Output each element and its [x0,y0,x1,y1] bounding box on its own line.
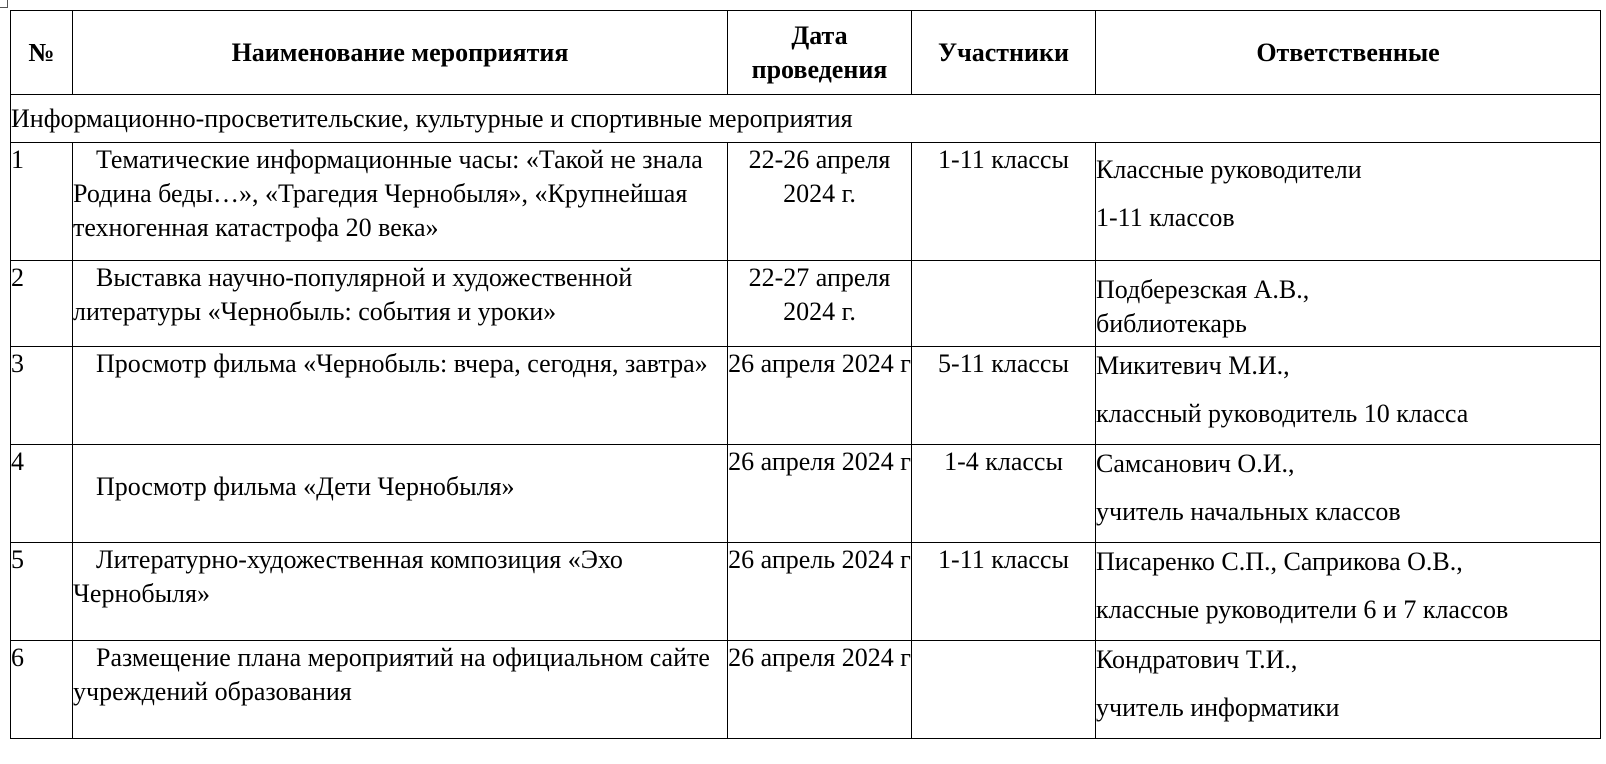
row-date: 26 апреля 2024 г [728,445,912,543]
row-name-text: Тематические информационные часы: «Такой не знала Родина беды…», «Трагедия Чернобыля», «Крупнейшая техногенная катастрофа 20 века» [73,145,703,242]
table-header-row [11,11,1601,95]
responsible-line: классные руководители 6 и 7 классов [1096,595,1509,624]
row-date: 26 апреля 2024 г [728,641,912,739]
row-responsible [1096,347,1601,445]
row-responsible [1096,261,1601,347]
row-participants: 1-4 классы [912,445,1096,543]
row-num: 4 [11,445,73,543]
responsible-line: учитель начальных классов [1096,497,1401,526]
header-num: № [11,11,73,95]
row-name [73,347,728,445]
responsible-line: библиотекарь [1096,309,1247,338]
row-name [73,143,728,261]
row-date: 26 апреля 2024 г [728,347,912,445]
row-responsible [1096,641,1601,739]
row-name [73,261,728,347]
row-name [73,543,728,641]
row-name [73,445,728,543]
responsible-line: Классные руководители [1096,155,1362,184]
row-name-text: Литературно-художественная композиция «Эхо Чернобыля» [73,545,623,608]
responsible-line: учитель информатики [1096,693,1340,722]
table-row [11,347,1601,445]
row-num: 1 [11,143,73,261]
row-name [73,641,728,739]
row-date: 22-27 апреля 2024 г. [728,261,912,347]
events-table [10,10,1601,739]
section-title: Информационно-просветительские, культурные и спортивные мероприятия [11,95,1601,143]
row-participants: 1-11 классы [912,543,1096,641]
row-name-text: Выставка научно-популярной и художественной литературы «Чернобыль: события и уроки» [73,263,633,326]
responsible-line: Микитевич М.И., [1096,351,1290,380]
row-responsible [1096,143,1601,261]
header-participants: Участники [912,11,1096,95]
row-date: 22-26 апреля 2024 г. [728,143,912,261]
section-row [11,95,1601,143]
responsible-line: Писаренко С.П., Саприкова О.В., [1096,547,1463,576]
responsible-line: Кондратович Т.И., [1096,645,1298,674]
responsible-line: классный руководитель 10 класса [1096,399,1469,428]
row-participants [912,261,1096,347]
table-row [11,261,1601,347]
table-row [11,641,1601,739]
header-responsible: Ответственные [1096,11,1601,95]
table-row [11,445,1601,543]
table-row [11,543,1601,641]
row-num: 3 [11,347,73,445]
row-participants: 5-11 классы [912,347,1096,445]
row-num: 2 [11,261,73,347]
row-date: 26 апрель 2024 г [728,543,912,641]
header-name: Наименование мероприятия [73,11,728,95]
row-num: 5 [11,543,73,641]
responsible-line: 1-11 классов [1096,203,1235,232]
row-name-text: Просмотр фильма «Дети Чернобыля» [96,472,515,501]
corner-mark [0,0,8,8]
row-participants: 1-11 классы [912,143,1096,261]
responsible-line: Самсанович О.И., [1096,449,1295,478]
header-date: Дата проведения [728,11,912,95]
responsible-line: Подберезская А.В., [1096,275,1310,304]
row-name-text: Размещение плана мероприятий на официальном сайте учреждений образования [73,643,710,706]
row-responsible [1096,543,1601,641]
row-name-text: Просмотр фильма «Чернобыль: вчера, сегодня, завтра» [96,349,708,378]
row-responsible [1096,445,1601,543]
table-row [11,143,1601,261]
row-num: 6 [11,641,73,739]
row-participants [912,641,1096,739]
